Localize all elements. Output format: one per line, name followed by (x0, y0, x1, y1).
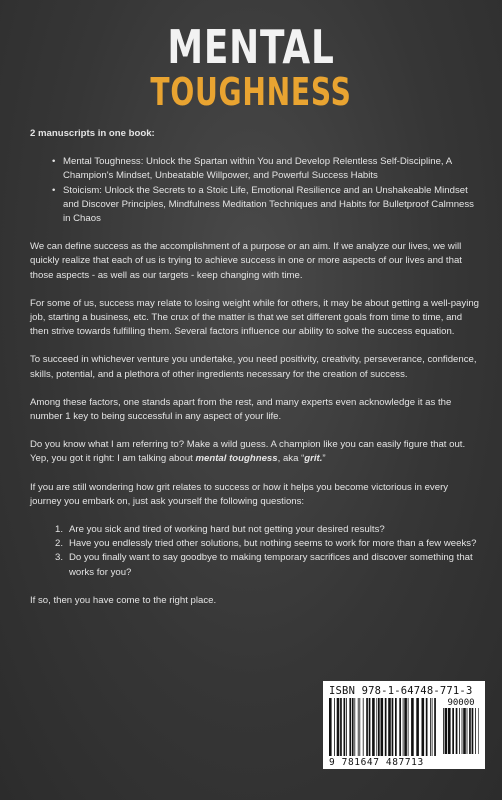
manuscript-item (52, 155, 482, 183)
question-item (55, 523, 482, 537)
subtitle: 2 manuscripts in one book: (30, 128, 155, 139)
title-toughness: TOUGHNESS (150, 70, 352, 114)
question-number: 3. (55, 552, 64, 564)
grit-text-middle: , aka “ (277, 453, 305, 465)
paragraph-definition: We can define success as the accomplishment of a purpose or an aim. If we analyze our lives, we will quickly realize that each of us is trying to achieve success in one or more aspects of our lives and that those aspects - as well as our targets - keep changing with time. (30, 241, 462, 281)
title-mental: MENTAL (167, 20, 335, 74)
question-number: 2. (55, 538, 64, 550)
isbn-barcode (323, 681, 485, 769)
bullet-icon: • (52, 184, 56, 196)
isbn-label: ISBN 978-1-64748-771-3 (329, 685, 473, 697)
addon-digits: 90000 (447, 698, 475, 708)
barcode-row (329, 698, 479, 759)
paragraph-key-factor: Among these factors, one stands apart from the rest, and many experts even acknowledge it as the number 1 key to being successful in any aspect of your life. (30, 396, 452, 423)
grit-text-after: ” (322, 453, 326, 465)
manuscript-text: Stoicism: Unlock the Secrets to a Stoic Life, Emotional Resilience and an Unshakeable Mindset and Discover Principles, Mindfulness Meditation Techniques and Habits for Bulletproof Calmness in Chaos (63, 184, 474, 225)
blurb (30, 127, 482, 622)
bullet-icon: • (52, 156, 56, 168)
paragraph-goals: For some of us, success may relate to losing weight while for others, it may be about getting a well-paying job, starting a business, etc. The crux of the matter is that we set different goals from time to time, and then strive towards fulfilling them. Several factors influence our ability to solve the success equation. (30, 297, 479, 338)
grit-emphasis: grit. (304, 453, 323, 465)
addon-barcode (443, 698, 479, 759)
ean-barcode-bars (329, 698, 437, 756)
manuscripts-list (30, 155, 482, 226)
questions-list (30, 523, 482, 580)
manuscript-item (52, 184, 482, 227)
question-text: Do you finally want to say goodbye to making temporary sacrifices and discover something that works for you? (69, 552, 473, 578)
question-item (55, 537, 482, 551)
ean-digits: 9 781647 487713 (329, 757, 424, 768)
paragraph-ingredients: To succeed in whichever venture you undertake, you need positivity, creativity, perseverance, confidence, skills, potential, and a plethora of other ingredients necessary for the creation of success. (30, 354, 477, 380)
paragraph-closing: If so, then you have come to the right place. (30, 594, 217, 606)
grit-text-before: Do you know what I am referring to? Make a wild guess. A champion like you can easily figure that out. Yep, you got it right: I am talking about (30, 439, 466, 465)
question-text: Are you sick and tired of working hard but not getting your desired results? (69, 524, 385, 536)
addon-barcode-bars (443, 708, 479, 754)
question-item (55, 551, 482, 579)
title-block (0, 22, 502, 112)
question-text: Have you endlessly tried other solutions, but nothing seems to work for more than a few weeks? (69, 538, 477, 550)
question-number: 1. (55, 524, 64, 536)
paragraph-questions-intro: If you are still wondering how grit relates to success or how it helps you become victorious in every journey you embark on, just ask yourself the following questions: (30, 481, 449, 507)
manuscript-text: Mental Toughness: Unlock the Spartan within You and Develop Relentless Self-Discipline, A Champion's Mindset, Unbeatable Willpower, and Powerful Success Habits (63, 156, 452, 182)
mental-toughness-emphasis: mental toughness (195, 453, 278, 465)
paragraph-grit (30, 438, 482, 466)
